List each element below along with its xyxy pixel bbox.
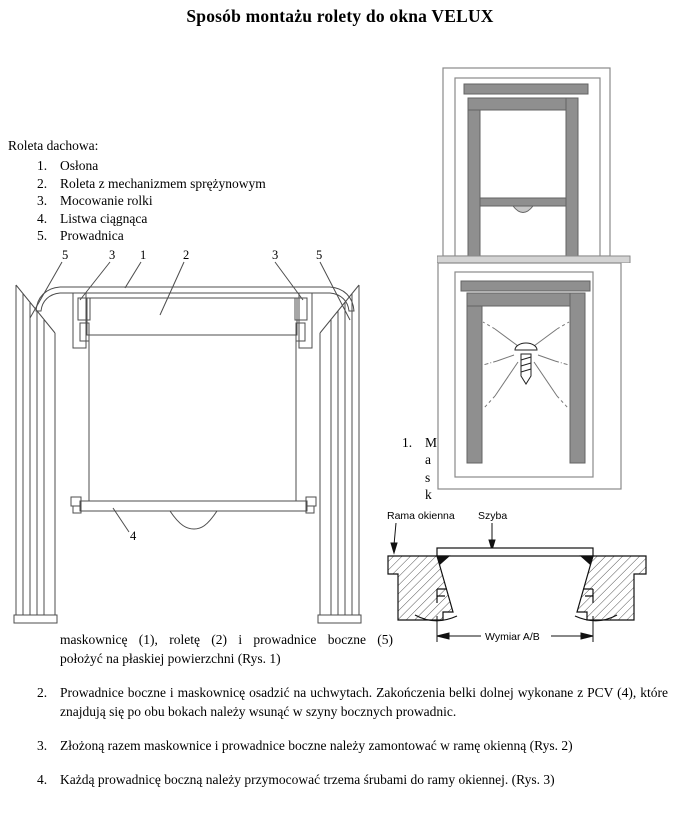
step-text: Prowadnice boczne i maskownicę osadzić na uchwytach. Zakończenia belki dolnej wykonane z PCV (4), które znajdują się po obu bokach należy wsunąć w szyny bocznych prowadnic. bbox=[60, 685, 668, 719]
list-item bbox=[8, 210, 328, 227]
step-1-letters bbox=[425, 434, 437, 504]
figure-screw-positions bbox=[437, 258, 632, 493]
fragment-letter: s bbox=[425, 469, 431, 485]
dimension bbox=[437, 616, 593, 643]
fragment-letter: M bbox=[425, 435, 438, 450]
fragment-letter: a bbox=[425, 452, 431, 468]
list-item-label: Roleta z mechanizmem sprężynowym bbox=[60, 175, 266, 191]
roller-tube bbox=[87, 298, 297, 335]
list-item-number: 4. bbox=[37, 210, 48, 226]
list-item-label: Listwa ciągnąca bbox=[60, 210, 148, 226]
step-text: Złożoną razem maskownice i prowadnice boczne należy zamontować w ramę okienną (Rys. 2) bbox=[60, 738, 573, 753]
frame-label: Rama okienna bbox=[387, 510, 455, 522]
page-title: Sposób montażu rolety do okna VELUX bbox=[186, 6, 494, 26]
figure-window-mounted bbox=[437, 58, 632, 263]
part-number-3b: 3 bbox=[272, 248, 279, 262]
glass-pane bbox=[437, 548, 593, 556]
step-1-fragment bbox=[402, 434, 437, 504]
blind-fabric bbox=[89, 335, 296, 501]
glass-label: Szyba bbox=[478, 510, 508, 522]
part-number-5: 5 bbox=[62, 248, 69, 262]
dimension-label: Wymiar A/B bbox=[485, 631, 540, 643]
part-number-1: 1 bbox=[140, 248, 147, 262]
frame-section bbox=[388, 548, 646, 621]
list-item bbox=[8, 157, 328, 174]
caption-line-1: maskownicę (1), roletę (2) i prowadnice boczne (5) bbox=[60, 632, 393, 647]
cross-section-labels bbox=[387, 510, 507, 522]
figure-roller-assembly bbox=[10, 243, 365, 628]
list-item-number: 1. bbox=[37, 158, 48, 174]
list-item bbox=[8, 192, 328, 209]
list-item bbox=[8, 175, 328, 192]
list-item bbox=[8, 227, 328, 244]
caption-line-2: położyć na płaskiej powierzchni (Rys. 1) bbox=[60, 651, 281, 666]
step-3 bbox=[37, 736, 668, 755]
step-2 bbox=[37, 683, 668, 721]
right-guide-rail bbox=[318, 285, 361, 623]
parts-list bbox=[8, 137, 328, 244]
part-number-5b: 5 bbox=[316, 248, 323, 262]
figure-cross-section bbox=[385, 505, 680, 650]
list-item-number: 5. bbox=[37, 228, 48, 244]
list-item-label: Osłona bbox=[60, 158, 99, 174]
step-number: 4. bbox=[37, 772, 48, 787]
left-guide-rail bbox=[14, 285, 57, 623]
part-number-3: 3 bbox=[109, 248, 116, 262]
list-item-label: Mocowanie rolki bbox=[60, 193, 153, 209]
step-number: 1. bbox=[402, 435, 413, 450]
list-item-label: Prowadnica bbox=[60, 228, 124, 244]
cover-bar bbox=[36, 287, 354, 311]
step-4 bbox=[37, 770, 668, 789]
figure-part-numbers bbox=[62, 248, 322, 543]
bottom-bar bbox=[71, 497, 316, 529]
figure1-caption bbox=[60, 630, 393, 668]
step-text: Każdą prowadnicę boczną należy przymocować trzema śrubami do ramy okiennej. (Rys. 3) bbox=[60, 772, 555, 787]
step-number: 2. bbox=[37, 685, 48, 700]
right-bracket bbox=[295, 293, 312, 348]
parts-list-heading: Roleta dachowa: bbox=[8, 138, 99, 153]
part-number-4: 4 bbox=[130, 529, 137, 543]
list-item-number: 2. bbox=[37, 175, 48, 191]
instruction-steps bbox=[37, 683, 668, 804]
step-number: 3. bbox=[37, 738, 48, 753]
fragment-letter: k bbox=[425, 487, 432, 503]
list-item-number: 3. bbox=[37, 193, 48, 209]
part-number-2: 2 bbox=[183, 248, 190, 262]
